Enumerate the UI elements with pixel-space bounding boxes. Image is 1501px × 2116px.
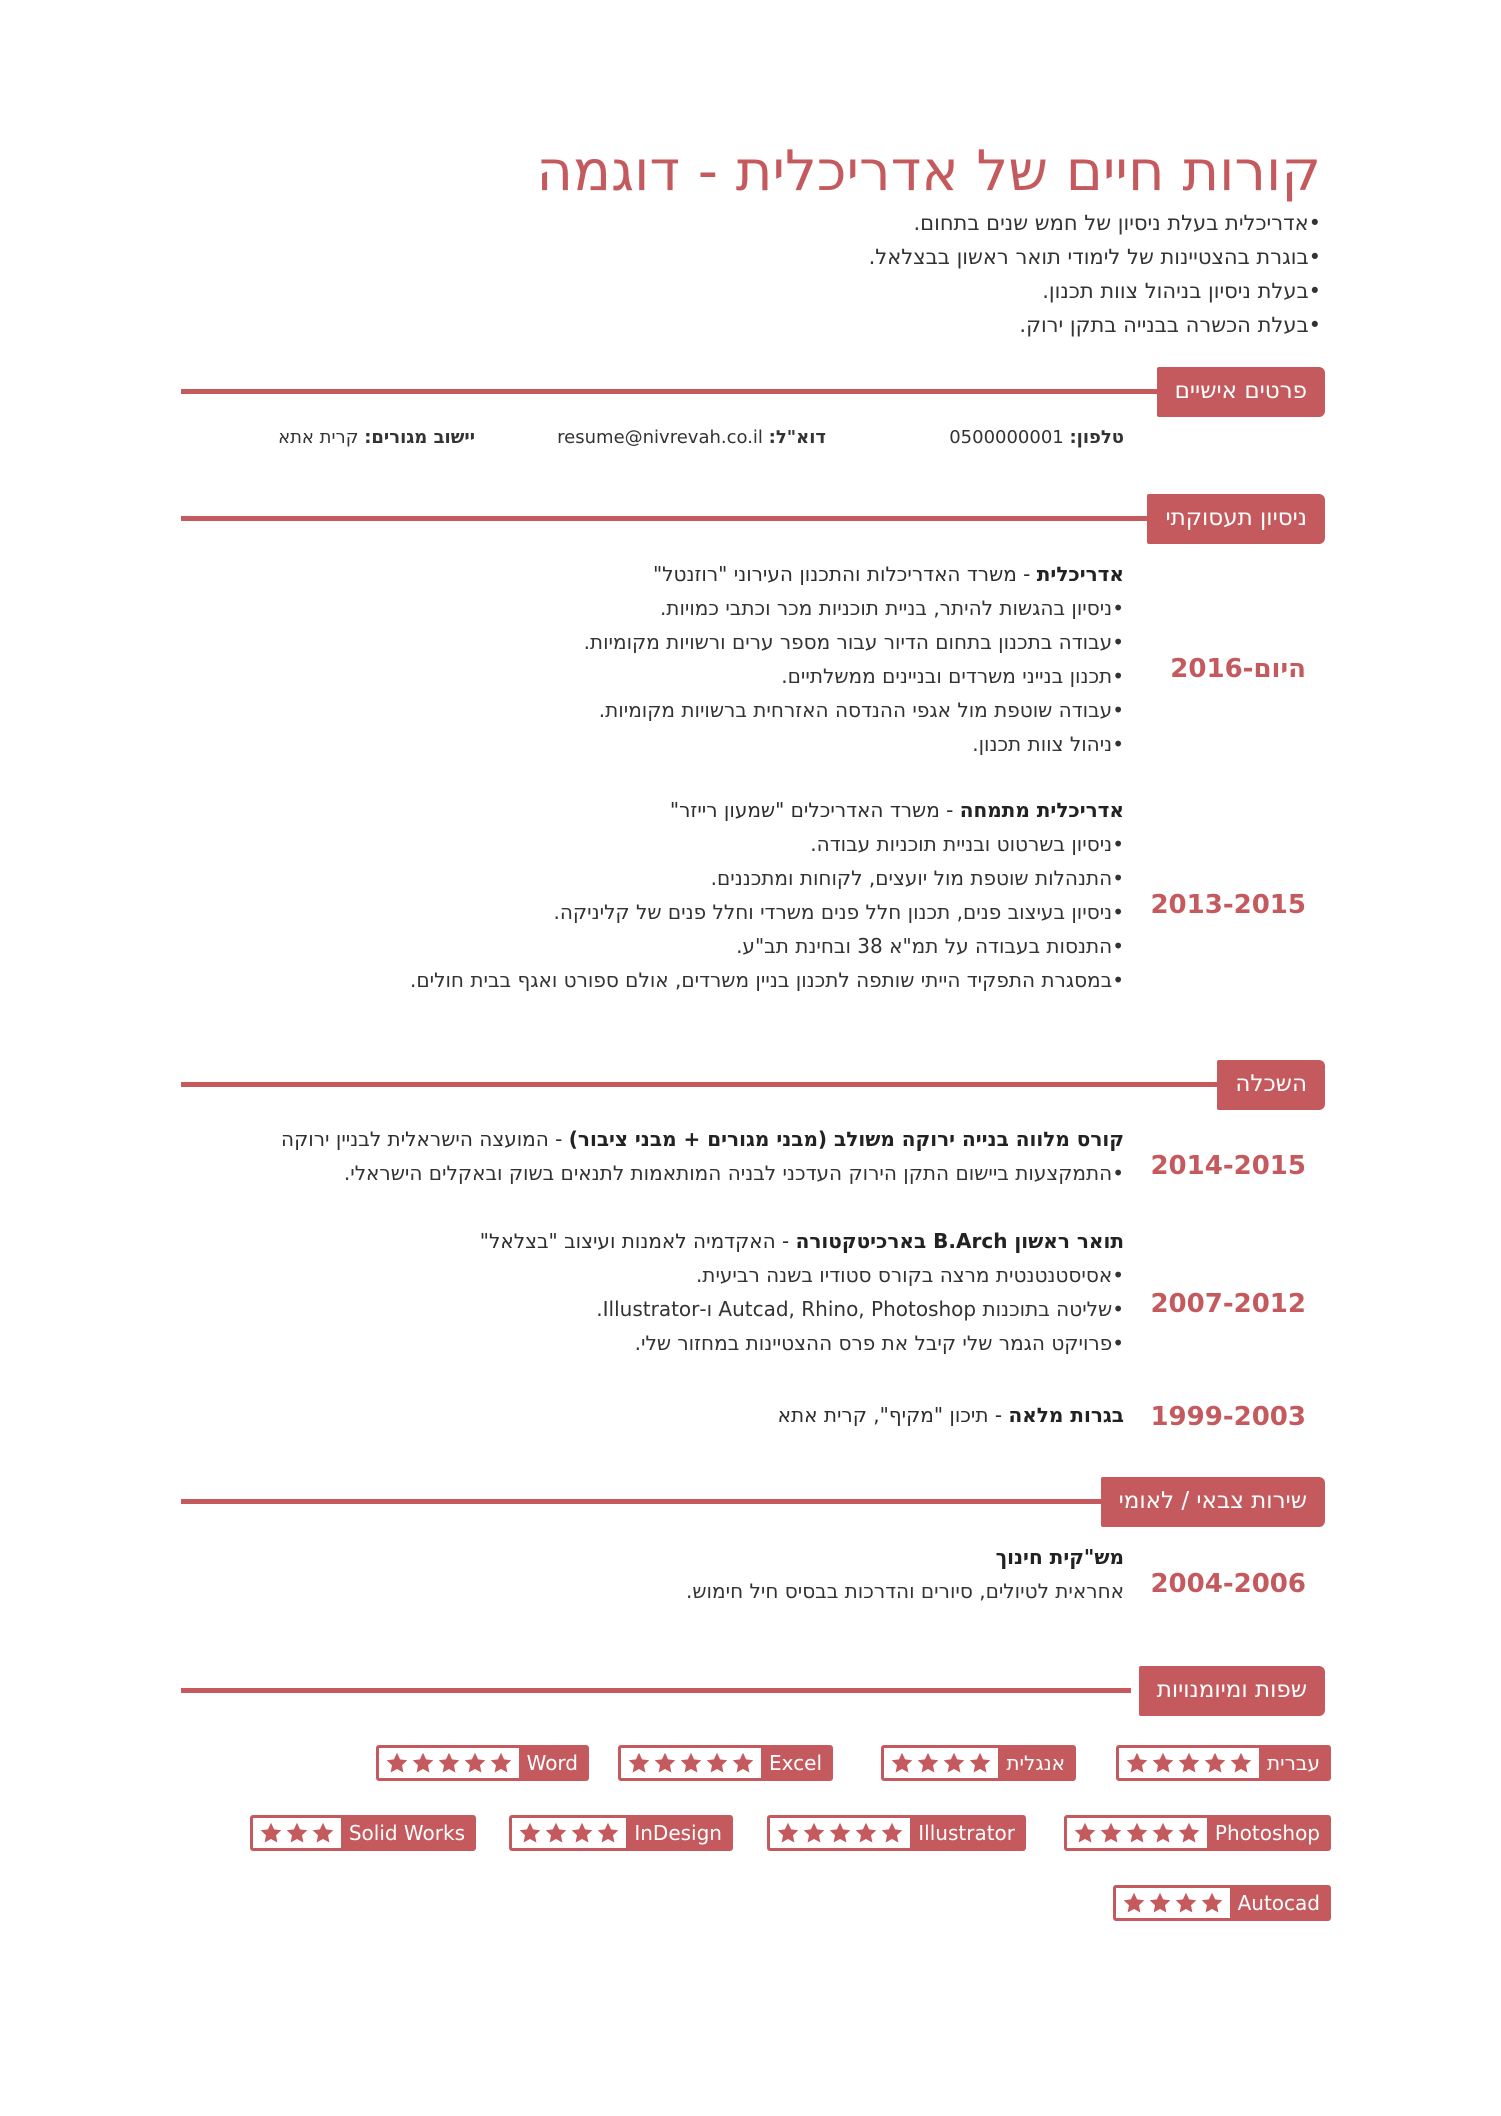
entry-item: •התנסות בעבודה על תמ"א 38 ובחינת תב"ע. xyxy=(736,934,1124,958)
education-entry xyxy=(174,1398,1124,1432)
entry-place: - משרד האדריכלים "שמעון רייזר" xyxy=(669,798,960,822)
star-icon xyxy=(802,1821,826,1845)
star-icon xyxy=(437,1751,461,1775)
skill-badge xyxy=(618,1745,833,1781)
skill-rating xyxy=(884,1748,998,1778)
city-field xyxy=(278,427,475,448)
star-icon xyxy=(880,1821,904,1845)
entry-role: קורס מלווה בנייה ירוקה משולב (מבני מגורים + מבני ציבור) xyxy=(568,1127,1124,1151)
entry-years: 2016-היום xyxy=(1170,654,1306,684)
star-icon xyxy=(653,1751,677,1775)
section-header-skills: שפות ומיומנויות xyxy=(1139,1666,1325,1716)
section-header-personal: פרטים אישיים xyxy=(1157,367,1325,417)
service-entry xyxy=(174,1540,1124,1608)
page-title: קורות חיים של אדריכלית - דוגמה xyxy=(536,139,1321,204)
skill-rating xyxy=(512,1818,626,1848)
skill-name: אנגלית xyxy=(998,1748,1073,1778)
entry-place: - האקדמיה לאמנות ועיצוב "בצלאל" xyxy=(479,1229,796,1253)
entry-item: •שליטה בתוכנות Autcad, Rhino, Photoshop ו-Illustrator. xyxy=(596,1297,1124,1321)
entry-heading xyxy=(174,1540,1124,1574)
entry-years: 1999-2003 xyxy=(1150,1402,1306,1432)
star-icon xyxy=(489,1751,513,1775)
email-value: resume@nivrevah.co.il xyxy=(557,427,763,448)
skill-badge xyxy=(1064,1815,1331,1851)
experience-entry xyxy=(174,793,1124,997)
star-icon xyxy=(1174,1891,1198,1915)
star-icon xyxy=(385,1751,409,1775)
entry-heading xyxy=(174,1122,1124,1156)
entry-heading xyxy=(174,557,1124,591)
section-header-experience: ניסיון תעסוקתי xyxy=(1147,494,1325,544)
skill-rating xyxy=(1119,1748,1259,1778)
star-icon xyxy=(285,1821,309,1845)
city-value: קרית אתא xyxy=(278,427,359,448)
entry-item: •ניהול צוות תכנון. xyxy=(972,732,1124,756)
skill-name: Word xyxy=(519,1748,586,1778)
section-divider xyxy=(181,516,1171,521)
experience-entry xyxy=(174,557,1124,761)
phone-field xyxy=(949,427,1124,448)
entry-heading xyxy=(174,1224,1124,1258)
star-icon xyxy=(411,1751,435,1775)
skill-rating xyxy=(253,1818,341,1848)
skill-rating xyxy=(770,1818,910,1848)
skill-badge xyxy=(767,1815,1026,1851)
star-icon xyxy=(1177,1821,1201,1845)
star-icon xyxy=(1203,1751,1227,1775)
star-icon xyxy=(518,1821,542,1845)
summary-item: •בעלת ניסיון בניהול צוות תכנון. xyxy=(1042,279,1321,303)
entry-years: 2004-2006 xyxy=(1150,1569,1306,1599)
star-icon xyxy=(1099,1821,1123,1845)
skill-rating xyxy=(621,1748,761,1778)
star-icon xyxy=(776,1821,800,1845)
star-icon xyxy=(968,1751,992,1775)
section-divider xyxy=(181,389,1181,394)
entry-heading xyxy=(174,1398,1124,1432)
skill-name: Excel xyxy=(761,1748,830,1778)
entry-years: 2013-2015 xyxy=(1150,890,1306,920)
entry-item: •ניסיון בהגשות להיתר, בניית תוכניות מכר וכתבי כמויות. xyxy=(659,596,1124,620)
entry-place: - משרד האדריכלות והתכנון העירוני "רוזנטל" xyxy=(652,562,1037,586)
section-divider xyxy=(181,1082,1221,1087)
star-icon xyxy=(1151,1821,1175,1845)
star-icon xyxy=(1073,1821,1097,1845)
skill-name: InDesign xyxy=(626,1818,730,1848)
section-divider xyxy=(181,1688,1131,1693)
summary-item: •אדריכלית בעלת ניסיון של חמש שנים בתחום. xyxy=(913,211,1321,235)
skill-rating xyxy=(1067,1818,1207,1848)
entry-place: - תיכון "מקיף", קרית אתא xyxy=(777,1403,1009,1427)
skill-name: Solid Works xyxy=(341,1818,473,1848)
star-icon xyxy=(596,1821,620,1845)
section-header-education: השכלה xyxy=(1217,1060,1325,1110)
star-icon xyxy=(463,1751,487,1775)
entry-item: •פרויקט הגמר שלי קיבל את פרס ההצטיינות במחזור שלי. xyxy=(634,1331,1124,1355)
star-icon xyxy=(1229,1751,1253,1775)
skill-badge xyxy=(509,1815,733,1851)
education-entry xyxy=(174,1224,1124,1360)
entry-item: •במסגרת התפקיד הייתי שותפה לתכנון בניין משרדים, אולם ספורט ואגף בבית חולים. xyxy=(410,968,1124,992)
star-icon xyxy=(1125,1821,1149,1845)
star-icon xyxy=(890,1751,914,1775)
email-field xyxy=(557,427,826,448)
star-icon xyxy=(942,1751,966,1775)
star-icon xyxy=(544,1821,568,1845)
star-icon xyxy=(679,1751,703,1775)
skill-badge xyxy=(1116,1745,1331,1781)
star-icon xyxy=(311,1821,335,1845)
entry-item: •התנהלות שוטפת מול יועצים, לקוחות ומתכננים. xyxy=(710,866,1124,890)
star-icon xyxy=(731,1751,755,1775)
entry-item: •עבודה שוטפת מול אגפי ההנדסה האזרחית ברשויות מקומיות. xyxy=(598,698,1124,722)
phone-value: 0500000001 xyxy=(949,427,1064,448)
star-icon xyxy=(705,1751,729,1775)
entry-years: 2014-2015 xyxy=(1150,1151,1306,1181)
entry-role: בגרות מלאה xyxy=(1008,1403,1124,1427)
star-icon xyxy=(854,1821,878,1845)
star-icon xyxy=(1177,1751,1201,1775)
entry-item: •אסיסטנטנטית מרצה בקורס סטודיו בשנה רביעית. xyxy=(695,1263,1124,1287)
star-icon xyxy=(1122,1891,1146,1915)
entry-item: •עבודה בתכנון בתחום הדיור עבור מספר ערים ורשויות מקומיות. xyxy=(583,630,1124,654)
star-icon xyxy=(570,1821,594,1845)
entry-role: תואר ראשון B.Arch בארכיטקטורה xyxy=(795,1229,1124,1253)
section-divider xyxy=(181,1499,1101,1504)
skill-name: Autocad xyxy=(1230,1888,1328,1918)
section-header-service: שירות צבאי / לאומי xyxy=(1101,1477,1325,1527)
entry-role: אדריכלית מתמחה xyxy=(959,798,1124,822)
entry-item: •ניסיון בעיצוב פנים, תכנון חלל פנים משרדי וחלל פנים של קליניקה. xyxy=(553,900,1124,924)
phone-label: טלפון: xyxy=(1069,427,1124,448)
entry-item: אחראית לטיולים, סיורים והדרכות בבסיס חיל חימוש. xyxy=(686,1579,1124,1603)
star-icon xyxy=(259,1821,283,1845)
email-label: דוא"ל: xyxy=(768,427,826,448)
star-icon xyxy=(1151,1751,1175,1775)
entry-item: •התמקצעות ביישום התקן הירוק העדכני לבניה המותאמות לתנאים בשוק ובאקלים הישראלי. xyxy=(343,1161,1124,1185)
summary-item: •בעלת הכשרה בבנייה בתקן ירוק. xyxy=(1019,313,1321,337)
star-icon xyxy=(1200,1891,1224,1915)
skill-badge xyxy=(1113,1885,1331,1921)
education-entry xyxy=(174,1122,1124,1190)
star-icon xyxy=(1125,1751,1149,1775)
skill-name: Photoshop xyxy=(1207,1818,1328,1848)
entry-place: - המועצה הישראלית לבניין ירוקה xyxy=(281,1127,569,1151)
city-label: יישוב מגורים: xyxy=(364,427,475,448)
skill-name: עברית xyxy=(1259,1748,1328,1778)
star-icon xyxy=(1148,1891,1172,1915)
entry-role: מש"קית חינוך xyxy=(995,1545,1124,1569)
entry-heading xyxy=(174,793,1124,827)
star-icon xyxy=(828,1821,852,1845)
skill-badge xyxy=(250,1815,476,1851)
star-icon xyxy=(916,1751,940,1775)
skill-badge xyxy=(376,1745,589,1781)
skill-rating xyxy=(379,1748,519,1778)
skill-rating xyxy=(1116,1888,1230,1918)
skill-badge xyxy=(881,1745,1076,1781)
entry-years: 2007-2012 xyxy=(1150,1289,1306,1319)
entry-item: •ניסיון בשרטוט ובניית תוכניות עבודה. xyxy=(810,832,1124,856)
star-icon xyxy=(627,1751,651,1775)
summary-list xyxy=(221,206,1321,342)
entry-item: •תכנון בנייני משרדים ובניינים ממשלתיים. xyxy=(781,664,1124,688)
entry-role: אדריכלית xyxy=(1036,562,1124,586)
skill-name: Illustrator xyxy=(910,1818,1023,1848)
summary-item: •בוגרת בהצטיינות של לימודי תואר ראשון בבצלאל. xyxy=(868,245,1321,269)
